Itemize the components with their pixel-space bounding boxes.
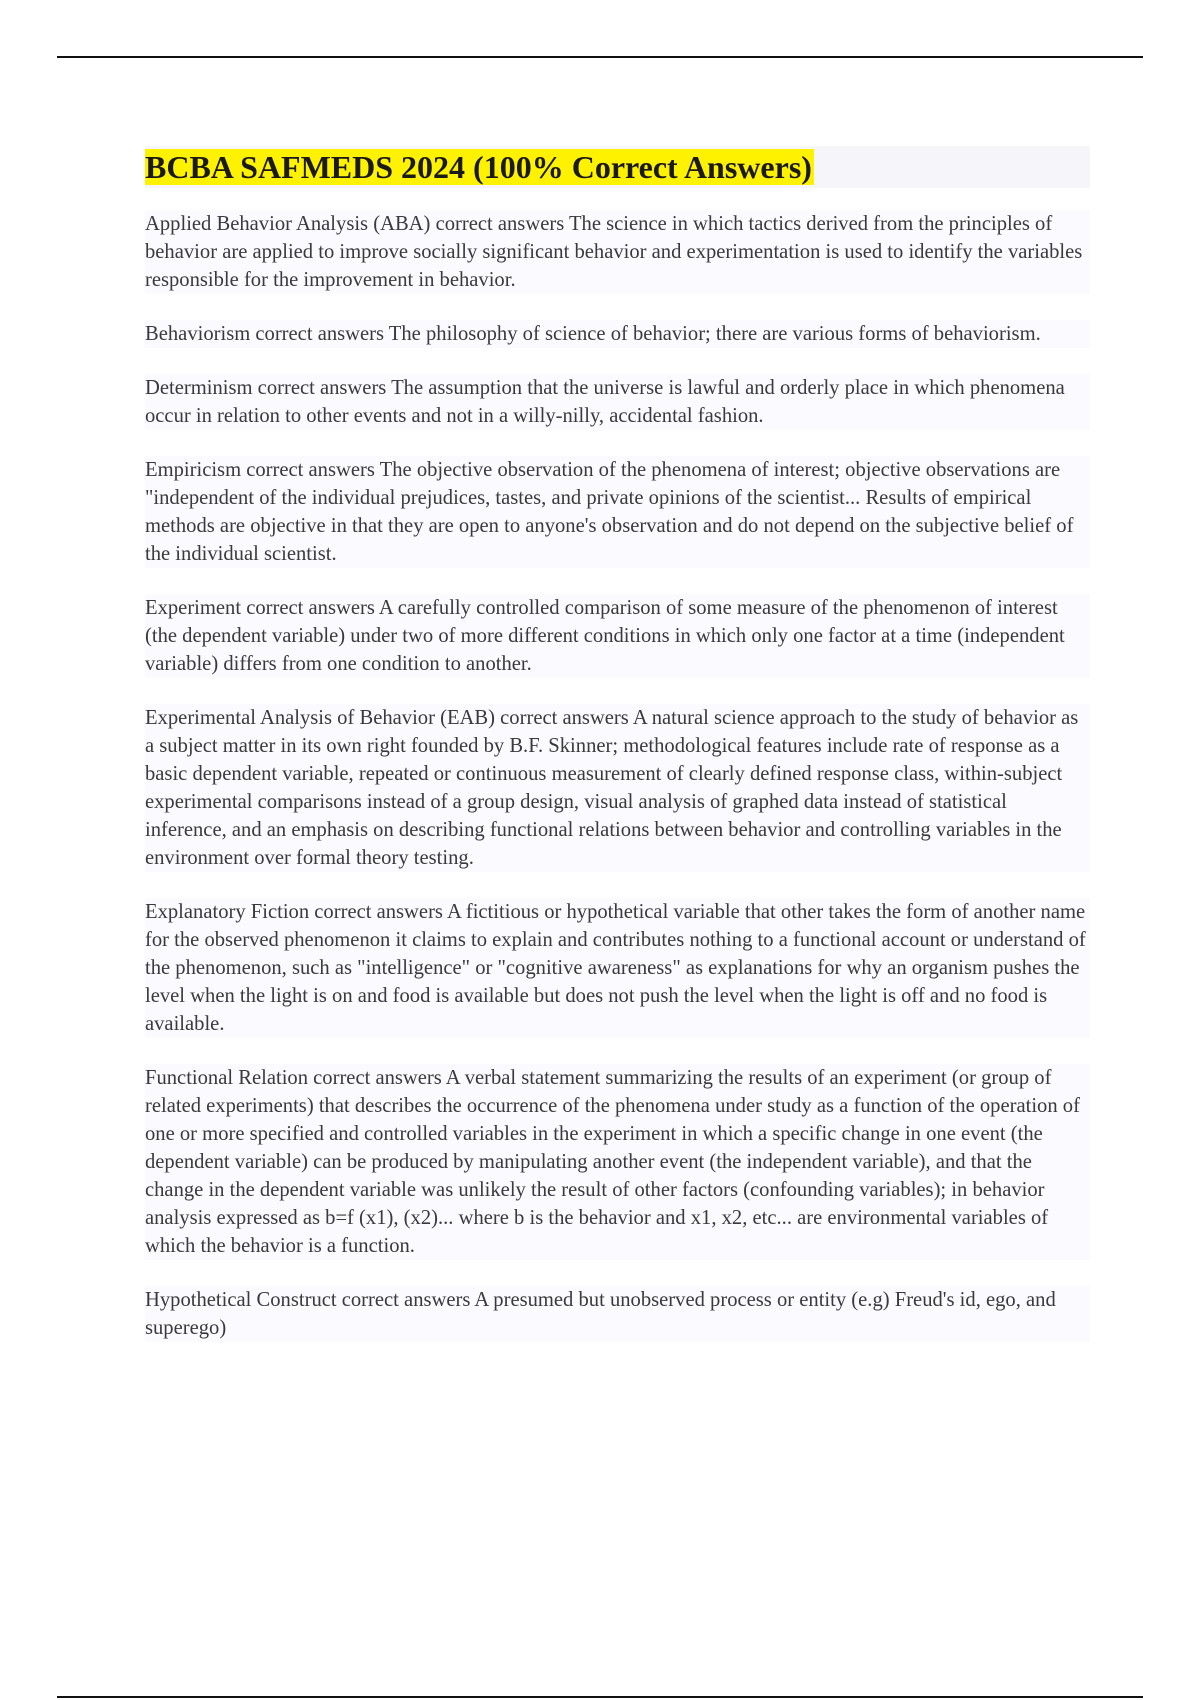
entry-experiment: Experiment correct answers A carefully controlled comparison of some measure of the phenomenon of interest (the dependent variable) under two of more different conditions in which only one factor at a time (independent variable) differs from one condition to another. [145, 594, 1090, 678]
document-title: BCBA SAFMEDS 2024 (100% Correct Answers) [145, 149, 812, 185]
entry-behaviorism: Behaviorism correct answers The philosophy of science of behavior; there are various forms of behaviorism. [145, 320, 1090, 348]
entry-empiricism: Empiricism correct answers The objective observation of the phenomena of interest; objective observations are "independent of the individual prejudices, tastes, and private opinions of the scientist... Results of empirical methods are objective in that they are open to anyone's observation and do not depend on the subjective belief of the individual scientist. [145, 456, 1090, 568]
entry-experimental-analysis-of-behavior: Experimental Analysis of Behavior (EAB) correct answers A natural science approach to the study of behavior as a subject matter in its own right founded by B.F. Skinner; methodological features include rate of response as a basic dependent variable, repeated or continuous measurement of clearly defined response class, within-subject experimental comparisons instead of a group design, visual analysis of graphed data instead of statistical inference, and an emphasis on describing functional relations between behavior and controlling variables in the environment over formal theory testing. [145, 704, 1090, 872]
entry-functional-relation: Functional Relation correct answers A verbal statement summarizing the results of an experiment (or group of related experiments) that describes the occurrence of the phenomena under study as a function of the operation of one or more specified and controlled variables in the experiment in which a specific change in one event (the dependent variable) can be produced by manipulating another event (the independent variable), and that the change in the dependent variable was unlikely the result of other factors (confounding variables); in behavior analysis expressed as b=f (x1), (x2)... where b is the behavior and x1, x2, etc... are environmental variables of which the behavior is a function. [145, 1064, 1090, 1260]
entry-applied-behavior-analysis: Applied Behavior Analysis (ABA) correct answers The science in which tactics derived from the principles of behavior are applied to improve socially significant behavior and experimentation is used to identify the variables responsible for the improvement in behavior. [145, 210, 1090, 294]
document-content [145, 146, 1090, 1368]
entry-explanatory-fiction: Explanatory Fiction correct answers A fictitious or hypothetical variable that other takes the form of another name for the observed phenomenon it claims to explain and contributes nothing to a functional account or understand of the phenomenon, such as "intelligence" or "cognitive awareness" as explanations for why an organism pushes the level when the light is on and food is available but does not push the level when the light is off and no food is available. [145, 898, 1090, 1038]
bottom-rule [57, 1696, 1143, 1698]
title-block [145, 146, 1090, 188]
entry-hypothetical-construct: Hypothetical Construct correct answers A presumed but unobserved process or entity (e.g) Freud's id, ego, and superego) [145, 1286, 1090, 1342]
entry-determinism: Determinism correct answers The assumption that the universe is lawful and orderly place in which phenomena occur in relation to other events and not in a willy-nilly, accidental fashion. [145, 374, 1090, 430]
top-rule [57, 56, 1143, 58]
